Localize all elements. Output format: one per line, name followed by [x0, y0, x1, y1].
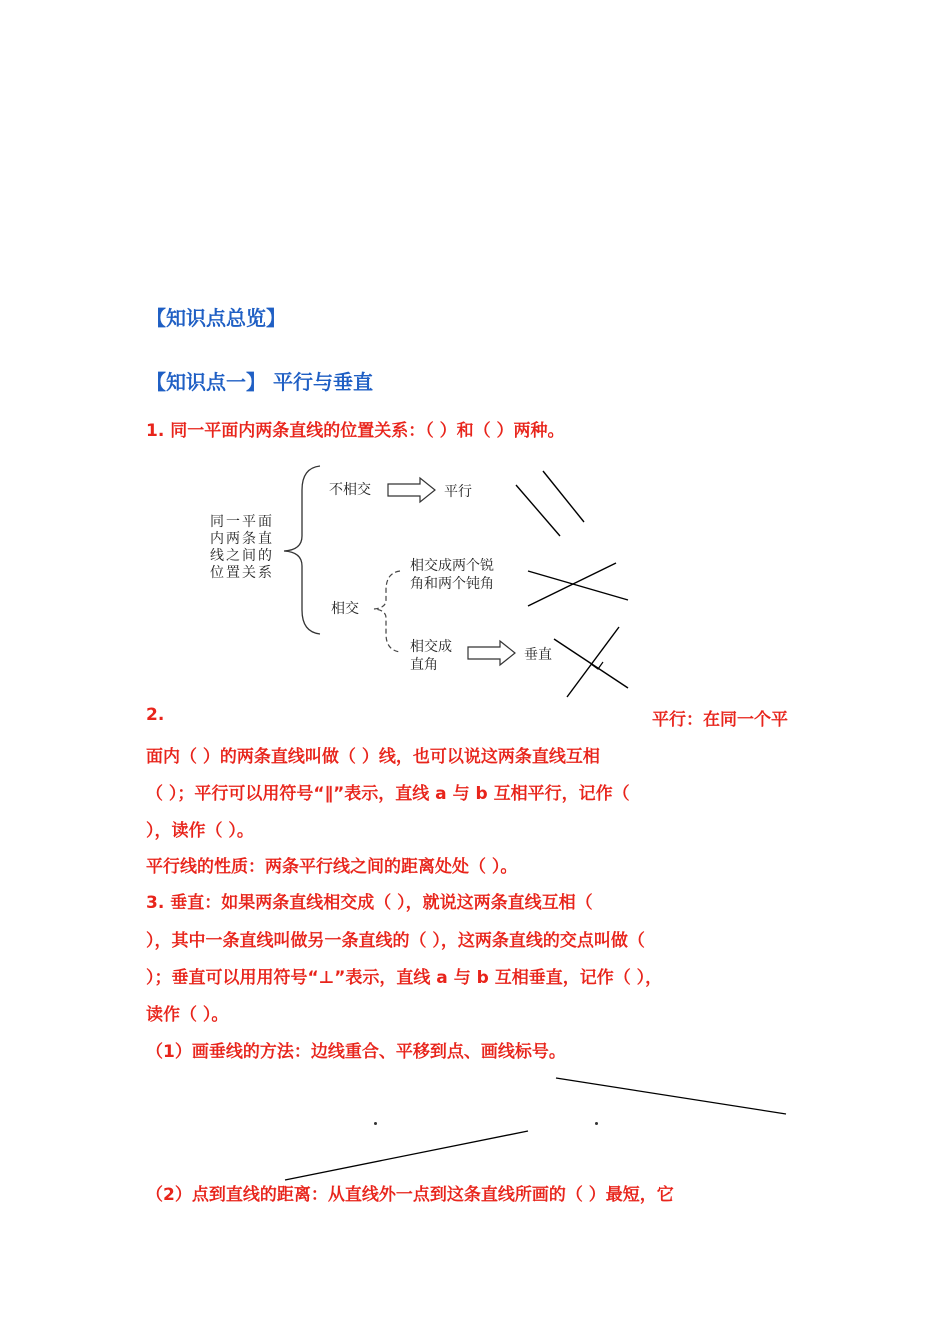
- question-3-line4: 读作（ ）。: [146, 1005, 229, 1025]
- arrow-to-perpendicular: [468, 641, 515, 665]
- question-1: 1. 同一平面内两条直线的位置关系：（ ）和（ ）两种。: [146, 421, 565, 441]
- question-3-line3: ）；垂直可以用用符号“⊥”表示，直线 a 与 b 互相垂直，记作（ ），: [146, 968, 663, 988]
- perpendicular-label: 垂直: [524, 647, 552, 663]
- parallel-property: 平行线的性质：两条平行线之间的距离处处（ ）。: [146, 857, 518, 877]
- diagram-root-label: 同一平面内两条直线之间的位置关系: [210, 514, 274, 581]
- exercise-point-2: [595, 1122, 598, 1125]
- question-2-line2: 面内（ ）的两条直线叫做（ ）线，也可以说这两条直线互相: [146, 747, 600, 767]
- exercise-line-2: [285, 1131, 528, 1180]
- parallel-line-2: [543, 471, 584, 522]
- point-line-distance: （2）点到直线的距离：从直线外一点到这条直线所画的（ ）最短，它: [146, 1185, 674, 1205]
- question-2-line4: ），读作（ ）。: [146, 821, 254, 841]
- section1-heading: 【知识点一】 平行与垂直: [146, 370, 373, 394]
- question-2-number: 2.: [146, 705, 165, 725]
- question-3-line2: ），其中一条直线叫做另一条直线的（ ），这两条直线的交点叫做（: [146, 931, 645, 951]
- arrow-to-parallel: [388, 478, 435, 502]
- intersect-line-1: [528, 571, 628, 600]
- exercise-line-1: [556, 1078, 786, 1114]
- acute-obtuse-label-line2: 角和两个钝角: [410, 576, 494, 592]
- exercise-point-1: [374, 1122, 377, 1125]
- right-angle-label-line1: 相交成: [410, 639, 452, 655]
- perpendicular-line-2: [567, 627, 619, 697]
- intersect-label: 相交: [331, 601, 359, 617]
- acute-obtuse-label-line1: 相交成两个锐: [410, 558, 494, 574]
- perpendicular-drawing-method: （1）画垂线的方法：边线重合、平移到点、画线标号。: [146, 1042, 566, 1062]
- right-angle-label-line2: 直角: [410, 657, 438, 673]
- question-2-line3: （ ）；平行可以用符号“∥”表示，直线 a 与 b 互相平行，记作（: [146, 784, 630, 804]
- parallel-label: 平行: [444, 484, 472, 500]
- overview-heading: 【知识点总览】: [146, 306, 286, 330]
- question-2-line1: 平行：在同一个平: [652, 710, 788, 730]
- question-3-line1: 3. 垂直：如果两条直线相交成（ ），就说这两条直线互相（: [146, 893, 593, 913]
- sub-brace: [374, 571, 400, 652]
- perpendicular-line-1: [554, 639, 628, 688]
- main-brace: [284, 466, 320, 634]
- parallel-line-1: [516, 485, 560, 536]
- not-intersect-label: 不相交: [329, 482, 371, 498]
- intersect-line-2: [528, 563, 616, 606]
